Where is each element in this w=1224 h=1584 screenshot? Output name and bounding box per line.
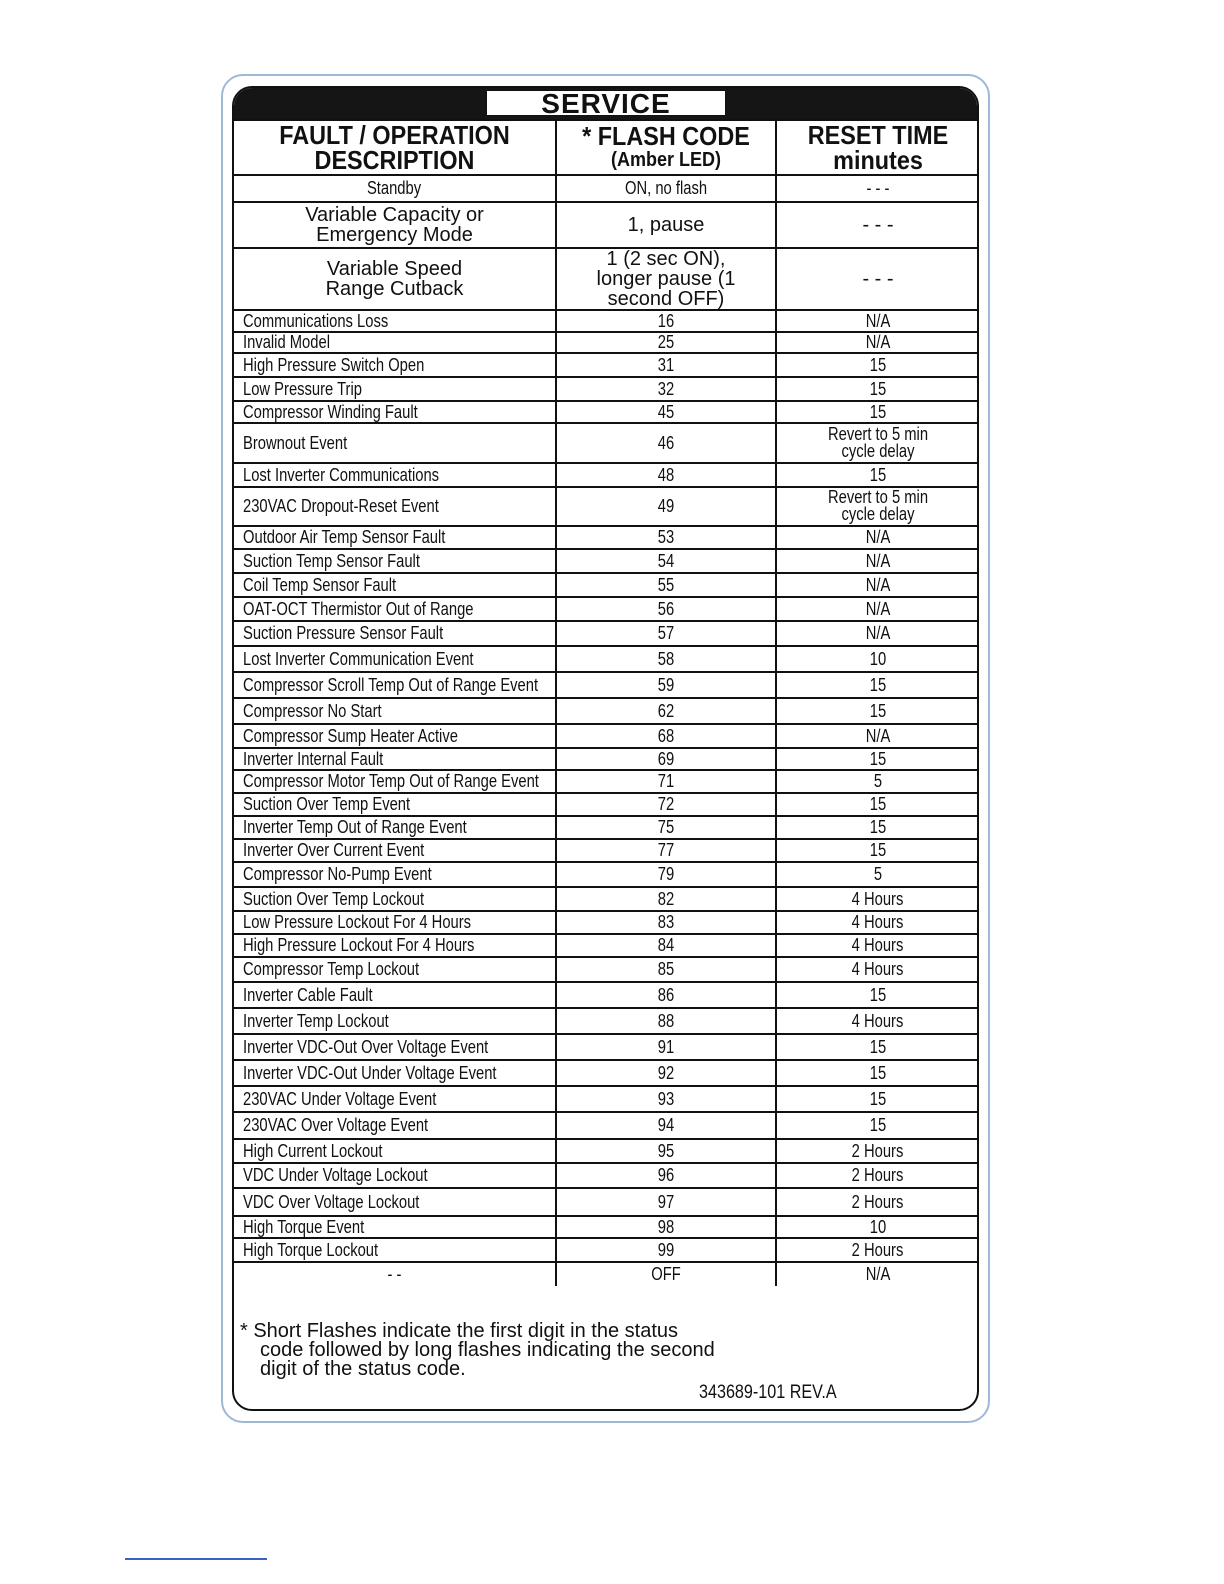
- reset-time: N/A: [776, 549, 979, 573]
- flash-code: 86: [556, 982, 776, 1008]
- fault-description: Inverter Temp Lockout: [234, 1008, 556, 1034]
- flash-code: 93: [556, 1086, 776, 1112]
- flash-code: 75: [556, 816, 776, 839]
- reset-time: 4 Hours: [776, 934, 979, 957]
- footnote-separator-line: [125, 1558, 267, 1560]
- fault-description: High Current Lockout: [234, 1139, 556, 1163]
- flash-code: 68: [556, 724, 776, 748]
- table-row: [234, 839, 979, 862]
- footnote-line: * Short Flashes indicate the first digit in the status: [240, 1320, 678, 1342]
- reset-time: 15: [776, 401, 979, 423]
- reset-time: N/A: [776, 597, 979, 621]
- flash-code: 57: [556, 621, 776, 646]
- reset-time: 15: [776, 1060, 979, 1086]
- reset-time: 4 Hours: [776, 911, 979, 934]
- reset-time: 15: [776, 463, 979, 487]
- table-row: [234, 672, 979, 698]
- table-row: [234, 175, 979, 202]
- fault-description: Inverter Cable Fault: [234, 982, 556, 1008]
- header-description: FAULT / OPERATION DESCRIPTION: [234, 120, 556, 175]
- flash-code: 69: [556, 748, 776, 770]
- fault-description: Suction Pressure Sensor Fault: [234, 621, 556, 646]
- reset-time: 15: [776, 982, 979, 1008]
- fault-description: 230VAC Under Voltage Event: [234, 1086, 556, 1112]
- flash-code: 79: [556, 862, 776, 887]
- table-row: [234, 1112, 979, 1139]
- reset-time: 15: [776, 672, 979, 698]
- fault-description: Inverter Over Current Event: [234, 839, 556, 862]
- footnote: [240, 1322, 715, 1379]
- flash-code: 98: [556, 1216, 776, 1238]
- fault-description: Low Pressure Trip: [234, 377, 556, 401]
- flash-code: 83: [556, 911, 776, 934]
- flash-code: 85: [556, 957, 776, 982]
- flash-code: 82: [556, 887, 776, 911]
- table-row: [234, 377, 979, 401]
- fault-description: Inverter VDC-Out Under Voltage Event: [234, 1060, 556, 1086]
- part-number: 343689-101 REV.A: [699, 1382, 837, 1403]
- footnote-line: code followed by long flashes indicating the second: [260, 1339, 715, 1361]
- table-row: [234, 1238, 979, 1262]
- table-row: [234, 862, 979, 887]
- flash-code: 91: [556, 1034, 776, 1060]
- title-band: [234, 88, 977, 119]
- fault-description: Compressor Winding Fault: [234, 401, 556, 423]
- flash-code: 31: [556, 353, 776, 377]
- reset-time: 15: [776, 377, 979, 401]
- footnote-line: digit of the status code.: [260, 1358, 466, 1380]
- table-row: [234, 793, 979, 816]
- reset-time: 2 Hours: [776, 1163, 979, 1188]
- table-row: [234, 934, 979, 957]
- table-row: [234, 646, 979, 672]
- fault-description: Communications Loss: [234, 310, 556, 332]
- table-row: [234, 1188, 979, 1216]
- reset-time: 5: [776, 770, 979, 793]
- reset-time: N/A: [776, 332, 979, 353]
- flash-code: 49: [556, 487, 776, 526]
- fault-code-table-wrap: [234, 119, 977, 1286]
- reset-time: N/A: [776, 621, 979, 646]
- fault-description: High Torque Lockout: [234, 1238, 556, 1262]
- table-row: [234, 770, 979, 793]
- table-row: [234, 1163, 979, 1188]
- table-row: [234, 748, 979, 770]
- fault-description: Compressor Sump Heater Active: [234, 724, 556, 748]
- flash-code: 16: [556, 310, 776, 332]
- flash-code: 94: [556, 1112, 776, 1139]
- table-row: [234, 816, 979, 839]
- table-row: [234, 597, 979, 621]
- flash-code: 84: [556, 934, 776, 957]
- table-row: [234, 401, 979, 423]
- fault-description: Lost Inverter Communications: [234, 463, 556, 487]
- flash-code: 1, pause: [556, 202, 776, 248]
- fault-description: Inverter VDC-Out Over Voltage Event: [234, 1034, 556, 1060]
- fault-description: Compressor Motor Temp Out of Range Event: [234, 770, 556, 793]
- table-row: [234, 1139, 979, 1163]
- flash-code: 62: [556, 698, 776, 724]
- flash-code: 92: [556, 1060, 776, 1086]
- fault-description: Compressor Scroll Temp Out of Range Event: [234, 672, 556, 698]
- fault-description: High Pressure Lockout For 4 Hours: [234, 934, 556, 957]
- table-row: [234, 202, 979, 248]
- fault-description: Lost Inverter Communication Event: [234, 646, 556, 672]
- fault-description: Compressor No Start: [234, 698, 556, 724]
- reset-time: 10: [776, 1216, 979, 1238]
- fault-description: Low Pressure Lockout For 4 Hours: [234, 911, 556, 934]
- table-row: [234, 957, 979, 982]
- flash-code: 46: [556, 423, 776, 463]
- reset-time: 15: [776, 1034, 979, 1060]
- flash-code: 25: [556, 332, 776, 353]
- header-reset-time: RESET TIME minutes: [776, 120, 979, 175]
- reset-time: 4 Hours: [776, 887, 979, 911]
- table-row: [234, 353, 979, 377]
- table-row: [234, 1034, 979, 1060]
- reset-time: - - -: [776, 202, 979, 248]
- table-row: [234, 724, 979, 748]
- reset-time: N/A: [776, 573, 979, 597]
- table-row: [234, 911, 979, 934]
- table-row: [234, 1060, 979, 1086]
- table-row: [234, 463, 979, 487]
- flash-code: 97: [556, 1188, 776, 1216]
- reset-time: Revert to 5 min cycle delay: [776, 487, 979, 526]
- flash-code: 88: [556, 1008, 776, 1034]
- flash-code: 58: [556, 646, 776, 672]
- flash-code: 95: [556, 1139, 776, 1163]
- fault-description: Brownout Event: [234, 423, 556, 463]
- fault-description: Compressor No-Pump Event: [234, 862, 556, 887]
- reset-time: 4 Hours: [776, 957, 979, 982]
- table-row: [234, 573, 979, 597]
- reset-time: Revert to 5 min cycle delay: [776, 423, 979, 463]
- table-row: [234, 310, 979, 332]
- reset-time: 15: [776, 353, 979, 377]
- flash-code: 48: [556, 463, 776, 487]
- fault-description: Suction Temp Sensor Fault: [234, 549, 556, 573]
- table-header-row: [234, 120, 979, 175]
- header-flash-code: * FLASH CODE (Amber LED): [556, 120, 776, 175]
- reset-time: N/A: [776, 310, 979, 332]
- fault-description: Suction Over Temp Event: [234, 793, 556, 816]
- flash-code: 53: [556, 526, 776, 549]
- table-row: [234, 423, 979, 463]
- fault-description: Variable Capacity or Emergency Mode: [234, 202, 556, 248]
- reset-time: 2 Hours: [776, 1139, 979, 1163]
- table-row: [234, 1008, 979, 1034]
- reset-time: 4 Hours: [776, 1008, 979, 1034]
- table-row: [234, 1262, 979, 1286]
- table-row: [234, 487, 979, 526]
- fault-description: 230VAC Over Voltage Event: [234, 1112, 556, 1139]
- reset-time: 15: [776, 1112, 979, 1139]
- flash-code: 32: [556, 377, 776, 401]
- reset-time: 5: [776, 862, 979, 887]
- reset-time: 15: [776, 839, 979, 862]
- flash-code: 1 (2 sec ON), longer pause (1 second OFF): [556, 248, 776, 310]
- fault-description: Standby: [234, 175, 556, 202]
- fault-description: Outdoor Air Temp Sensor Fault: [234, 526, 556, 549]
- table-row: [234, 526, 979, 549]
- table-row: [234, 549, 979, 573]
- flash-code: 59: [556, 672, 776, 698]
- fault-code-table: [234, 119, 979, 1286]
- reset-time: - - -: [776, 248, 979, 310]
- flash-code: 71: [556, 770, 776, 793]
- table-row: [234, 248, 979, 310]
- reset-time: 15: [776, 748, 979, 770]
- flash-code: OFF: [556, 1262, 776, 1286]
- reset-time: 15: [776, 1086, 979, 1112]
- table-row: [234, 887, 979, 911]
- fault-description: Suction Over Temp Lockout: [234, 887, 556, 911]
- service-title: SERVICE: [486, 90, 726, 116]
- fault-description: OAT-OCT Thermistor Out of Range: [234, 597, 556, 621]
- flash-code: 55: [556, 573, 776, 597]
- table-row: [234, 1216, 979, 1238]
- reset-time: 10: [776, 646, 979, 672]
- flash-code: 99: [556, 1238, 776, 1262]
- reset-time: - - -: [776, 175, 979, 202]
- reset-time: 2 Hours: [776, 1188, 979, 1216]
- table-row: [234, 332, 979, 353]
- fault-description: High Pressure Switch Open: [234, 353, 556, 377]
- fault-description: 230VAC Dropout-Reset Event: [234, 487, 556, 526]
- fault-description: Invalid Model: [234, 332, 556, 353]
- table-row: [234, 698, 979, 724]
- reset-time: 15: [776, 793, 979, 816]
- table-row: [234, 1086, 979, 1112]
- reset-time: 15: [776, 816, 979, 839]
- fault-description: Coil Temp Sensor Fault: [234, 573, 556, 597]
- reset-time: N/A: [776, 1262, 979, 1286]
- table-row: [234, 982, 979, 1008]
- flash-code: 54: [556, 549, 776, 573]
- reset-time: 15: [776, 698, 979, 724]
- fault-description: VDC Under Voltage Lockout: [234, 1163, 556, 1188]
- service-label: [232, 86, 979, 1411]
- flash-code: 96: [556, 1163, 776, 1188]
- flash-code: 77: [556, 839, 776, 862]
- fault-description: High Torque Event: [234, 1216, 556, 1238]
- flash-code: 56: [556, 597, 776, 621]
- fault-description: VDC Over Voltage Lockout: [234, 1188, 556, 1216]
- fault-description: - -: [234, 1262, 556, 1286]
- reset-time: N/A: [776, 724, 979, 748]
- table-row: [234, 621, 979, 646]
- reset-time: N/A: [776, 526, 979, 549]
- reset-time: 2 Hours: [776, 1238, 979, 1262]
- flash-code: ON, no flash: [556, 175, 776, 202]
- flash-code: 72: [556, 793, 776, 816]
- fault-description: Compressor Temp Lockout: [234, 957, 556, 982]
- fault-description: Inverter Temp Out of Range Event: [234, 816, 556, 839]
- fault-description: Inverter Internal Fault: [234, 748, 556, 770]
- fault-description: Variable Speed Range Cutback: [234, 248, 556, 310]
- flash-code: 45: [556, 401, 776, 423]
